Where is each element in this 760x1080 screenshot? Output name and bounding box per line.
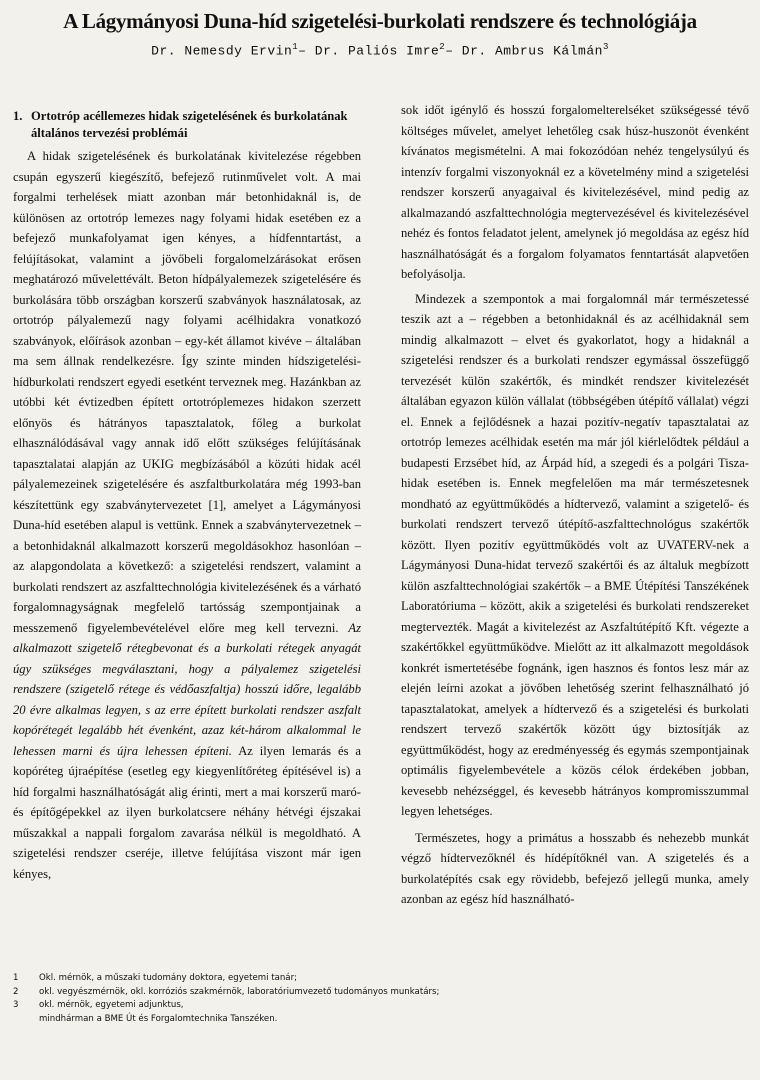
footnote-2	[13, 986, 753, 1000]
footnote-1	[13, 972, 753, 986]
author-1-footnote-mark: 1	[292, 42, 299, 52]
section-number: 1.	[13, 109, 23, 123]
footnote-4	[13, 1013, 753, 1027]
footnote-number: 2	[13, 986, 19, 997]
left-paragraph-1-text: A hidak szigetelésének és burkolatának kivitelezése régebben csupán egyszerű kiegészítő, befejező rutinművelet volt. A mai forgalmi terhelések miatt azonban már betonhidaknál is, de különösen az ortotróp lemezes nagy folyami hidak esetében ez a befejező munkafolyamat igen kényes, a hídfenntartást, a felújításokat, valamint a jövőbeli forgalomelzárásokat erősen meghatározó művelettévált. Beton hídpályalemezek szigetelésére és burkolására több országban korszerű szabványok használatosak, az ortotróp pályalemezű nagy folyami acélhidakra vonatkozó szabványok, előírások azonban – egy-két államot kivéve – általában ma sem állnak rendelkezésre. Így szinte minden hídszigetelési-hídburkolati rendszert egyedi esetként terveznek meg. Hazánkban az utóbbi két évtizedben épített ortotróplemezes hidakon szerzett előnyös és hátrányos tapasztalatok, főleg a burkolat elhasználódásával vagy annak idő előtt szükséges felújításának tapasztalatai alapján az UKIG megbízásából a közúti hidak acél pályalemezeinek szigetelésére és aszfaltburkolatára még 1993-ban készítettünk egy szabványtervezetet [1], amelyet a Lágymányosi Duna-híd esetében alapul is vettünk. Ennek a szabványtervezetnek – a betonhidaknál alkalmazott korszerű megoldásokhoz hasonlóan – az alapgondolata a következő: a szigetelési rendszert, valamint a burkolati rendszert az aszfalttechnológia kivitelezésének és a várható forgalomnagyságnak megfelelő tartósság szempontjainak a messzemenő figyelembevételével előre meg kell tervezni.	[13, 149, 361, 635]
footnote-number	[13, 1013, 39, 1027]
footnote-text: okl. vegyészmérnök, okl. korróziós szakmérnök, laboratóriumvezető tudományos munkatárs;	[39, 986, 440, 997]
footnote-3	[13, 999, 753, 1013]
left-paragraph-1-italic: Az alkalmazott szigetelő rétegbevonat és a burkolati rétegek anyagát úgy szükséges megválasztani, hogy a pályalemez szigetelési rendszere (szigetelő rétege és védőaszfaltja) hosszú időre, legalább 20 évre alkalmas legyen, s az erre épített burkolati rendszer aszfalt kopórétegét legalább hét évenként, azaz két-három alkalommal le lehessen marni és újra lehessen építeni.	[13, 620, 361, 758]
left-paragraph-1-tail: Az ilyen lemarás és a kopóréteg újraépítése (esetleg egy kiegyenlítőréteg építésével is) a híd forgalmi használhatóságát alig érinti, mert a mai korszerű maró- és építőgépekkel az ilyen burkolatcsere néhány hétvégi éjszakai műszakkal a nappali forgalom zavarása nélkül is megoldható. A szigetelési rendszer cseréje, illetve felújítása viszont már igen kényes,	[13, 743, 361, 881]
author-3: – Dr. Ambrus Kálmán	[445, 43, 603, 59]
author-2-footnote-mark: 2	[439, 42, 446, 52]
footnote-number: 1	[13, 973, 19, 983]
author-1: Dr. Nemesdy Ervin	[151, 43, 293, 59]
left-paragraph-1	[13, 146, 361, 884]
footnote-text: okl. mérnök, egyetemi adjunktus,	[39, 1000, 184, 1010]
left-column	[13, 108, 361, 884]
right-paragraph-3: Természetes, hogy a primátus a hosszabb és nehezebb munkát végző hídtervezőknél és hídépítőknél van. A szigetelés és a burkolatépítés csak egy rövidebb, befejező jellegű munka, amely azonban az egész híd használható-	[401, 830, 749, 906]
author-2: – Dr. Paliós Imre	[298, 43, 440, 59]
right-paragraph-1: sok időt igénylő és hosszú forgalomelterelséket szükségessé tévő költséges művelet, amelyet lehetőleg csak húsz-huszonöt évenként kívánatos megismételni. A mai fokozódóan nehéz tengelysúlyú és intenzív forgalmi viszonyoknál ez a követelmény mind a szigetelési rendszer korszerű anyagaival és kivitelezésével, mind pedig az alkalmazandó aszfalttechnológia megtervezésével és kivitelezésével nehéz és fontos feladatot jelent, amelynek jó megoldása az egész híd használhatóságát és a forgalom folyamatos fenntartását alapvetően befolyásolja.	[401, 103, 749, 281]
right-paragraph-2: Mindezek a szempontok a mai forgalomnál már természetessé teszik azt a – régebben a betonhidaknál és az acélhidaknál sem mindig alkalmazott – elvet és gyakorlatot, hogy a hidaknál a szigetelési rendszer és a burkolati rendszer egymással összefüggő tervezését külön szakértők, és mindkét rendszer kivitelezését általában egyazon külön vállalat (többségében útépítő vállalat) végzi el. Ennek a fejlődésnek a hazai pozitív-negatív tapasztalatai az ortotróp lemezes acélhidak esetén ma már jól kiérlelődtek például a budapesti Erzsébet híd, az Árpád híd, a szegedi és a polgári Tisza-hidak esetében is. Ennek megfelelően ma már természetesnek mondható az együttműködés a hídtervező, valamint a szigetelő- és burkolati rendszert tervező útépítő-aszfalttechnológus szakértők között. Ilyen pozitív együttműködés volt az UVATERV-nek a Lágymányosi Duna-hidat tervező szakértői és az általuk megbízott külön aszfalttechnológiai szakértők – a BME Útépítési Tanszékének Laboratóriuma – között, akik a szigetelési és burkolati rendszereket megtervezték. Magát a kivitelezést az Aszfaltútépítő Kft. végezte a szakértőkkel együttműködve. Mielőtt az itt alkalmazott megoldások konkrét ismertetésébe fognánk, igen hasznos és fontos lesz már az elején leírni azokat a jövőben lehetőség szerint felhasználható jó tapasztalatokat, amelyek a hídtervező és a szigetelési és burkolati rendszert tervező szakértők között úgy biztosítják az együttműködést, hogy az eredményesség és egymás szempontjainak optimális figyelembevétele a közös célok érdekében jobban, kevesebb nehézséggel, és kevesebb hátrányos kompromisszummal legyen lehetséges.	[401, 291, 749, 818]
footnote-text: mindhárman a BME Út és Forgalomtechnika Tanszéken.	[39, 1013, 278, 1024]
author-line	[0, 42, 760, 58]
footnote-text: Okl. mérnök, a műszaki tudomány doktora, egyetemi tanár;	[39, 973, 297, 983]
author-3-footnote-mark: 3	[602, 42, 609, 52]
section-heading	[13, 108, 361, 142]
page-title: A Lágymányosi Duna-híd szigetelési-burkolati rendszere és technológiája	[63, 9, 697, 33]
section-title: Ortotróp acéllemezes hidak szigetelésének és burkolatának általános tervezési problémái	[31, 109, 348, 140]
right-column	[401, 100, 749, 910]
footnote-number: 3	[13, 1000, 19, 1010]
footnotes	[13, 972, 753, 1026]
